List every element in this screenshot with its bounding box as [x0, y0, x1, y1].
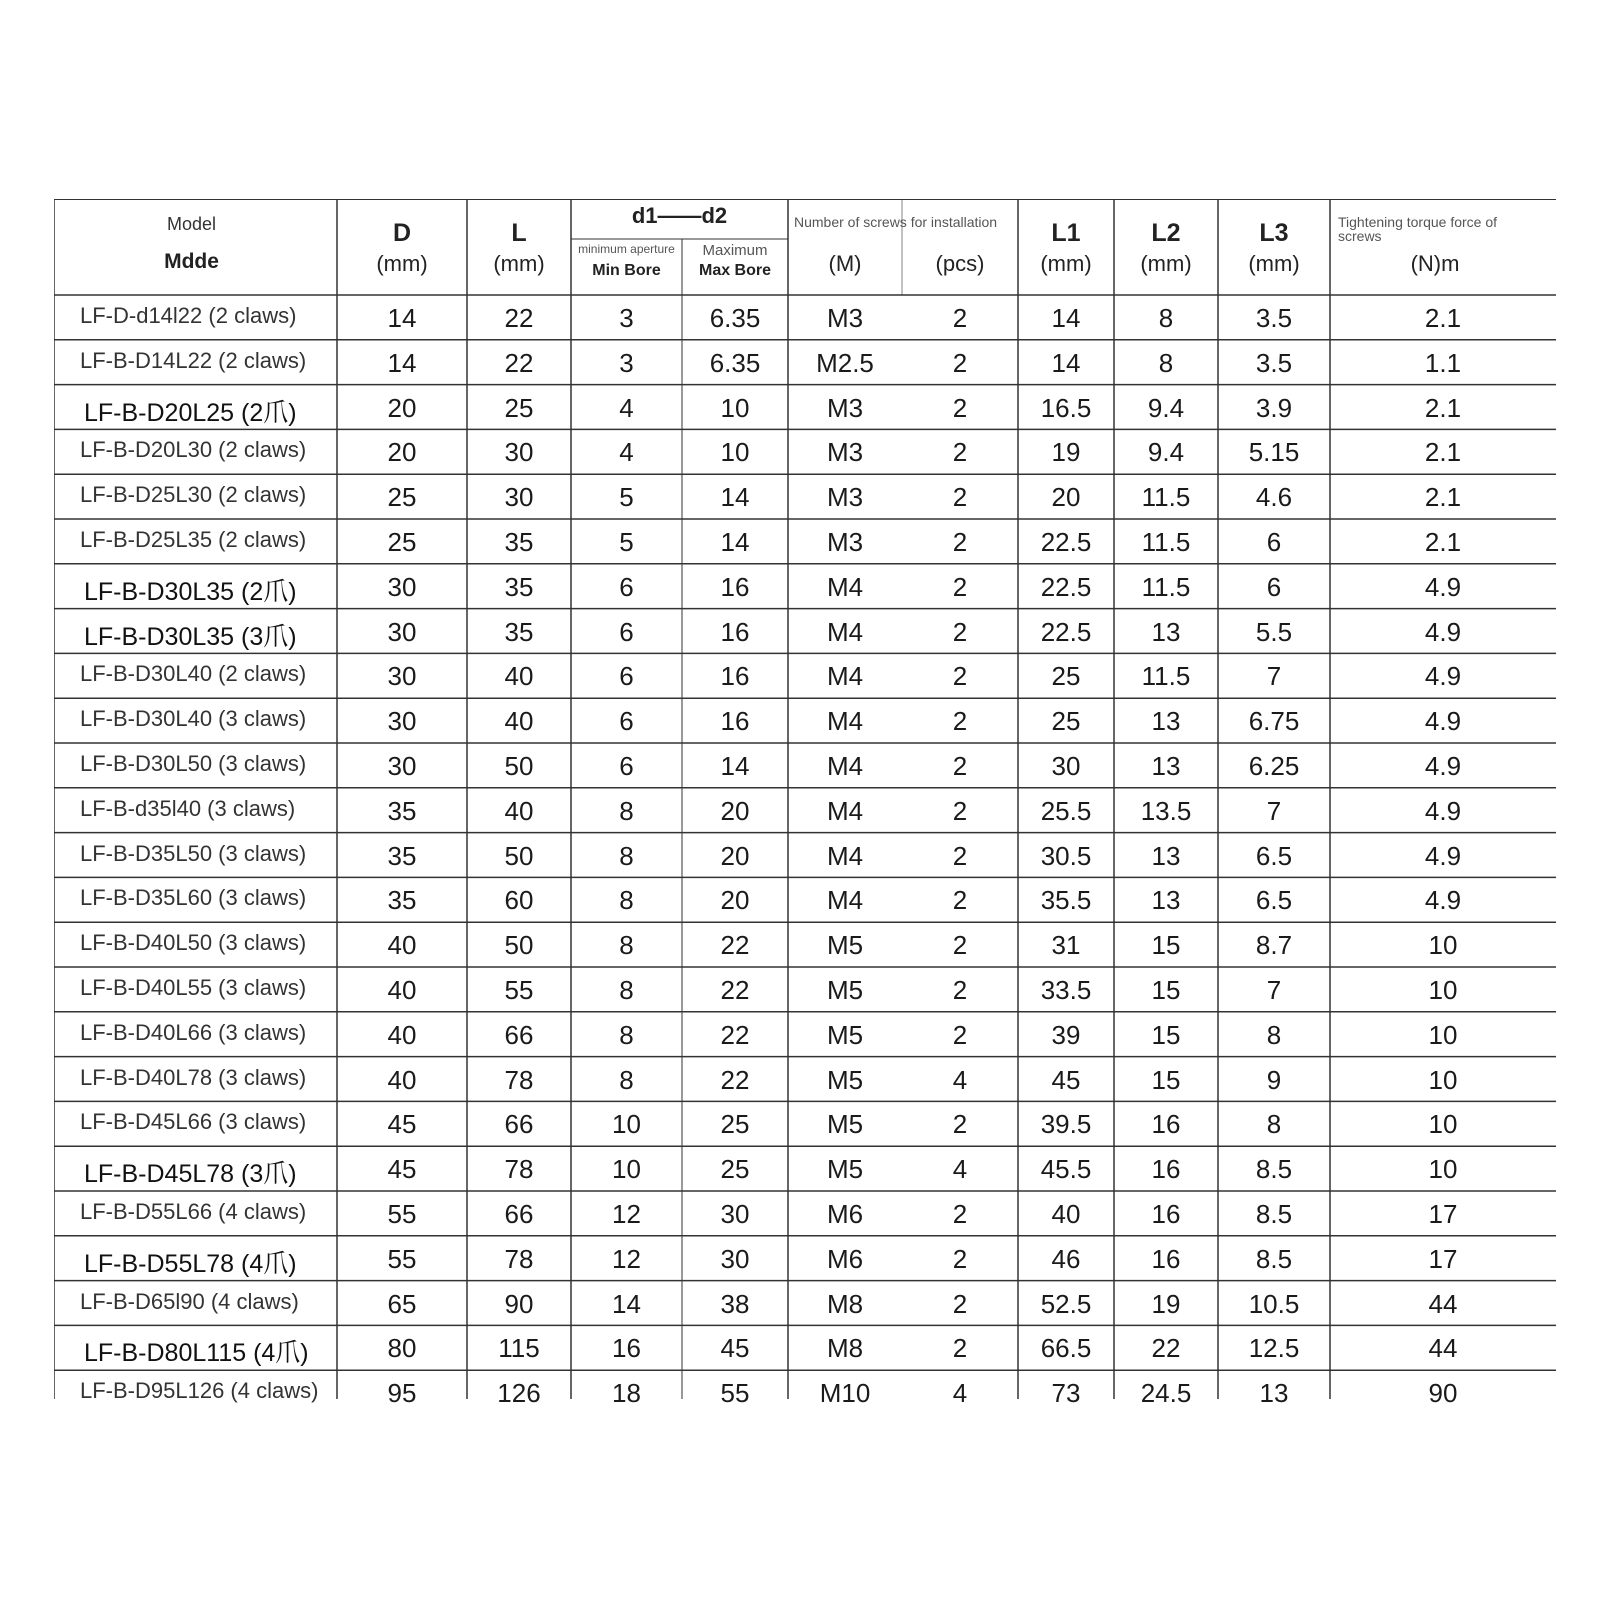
- cell-model: LF-B-D20L30 (2 claws): [80, 437, 307, 463]
- cell-l2: 15: [1151, 975, 1181, 1005]
- cell-l: 25: [504, 392, 534, 423]
- cell-screw-count: 2: [952, 1243, 968, 1274]
- cell-screw-size: M4: [826, 840, 864, 871]
- cell-l2: 15: [1151, 930, 1181, 961]
- cell-torque: 2.1: [1424, 303, 1462, 333]
- cell-screw-size: M6: [826, 1243, 864, 1274]
- cell-screw-count: 2: [952, 661, 968, 692]
- cell-torque: 10: [1428, 1019, 1458, 1050]
- header-min-top: minimum aperture: [578, 242, 675, 256]
- cell-min-bore: 8: [619, 1019, 634, 1050]
- cell-screw-count: 2: [952, 347, 968, 378]
- cell-min-bore: 8: [619, 840, 634, 871]
- cell-min-bore: 3: [619, 303, 634, 333]
- cell-screw-count: 2: [952, 930, 968, 961]
- cell-l: 40: [504, 795, 534, 826]
- cell-max-bore: 14: [720, 482, 750, 513]
- cell-d: 35: [387, 885, 417, 916]
- cell-model: LF-B-D55L78 (4爪): [84, 1249, 297, 1278]
- cell-model: LF-B-D65l90 (4 claws): [80, 1288, 299, 1314]
- cell-l3: 6.5: [1255, 840, 1293, 871]
- cell-l3: 10.5: [1248, 1288, 1300, 1319]
- cell-model: LF-B-D40L55 (3 claws): [80, 975, 307, 1000]
- header-d: D: [392, 219, 412, 247]
- cell-l3: 3.5: [1255, 347, 1293, 378]
- cell-torque: 44: [1428, 1333, 1458, 1364]
- cell-l1: 14: [1051, 303, 1081, 333]
- cell-min-bore: 5: [619, 527, 634, 557]
- cell-l3: 12.5: [1248, 1333, 1300, 1364]
- cell-max-bore: 16: [720, 571, 750, 602]
- cell-l2: 13: [1151, 706, 1181, 737]
- cell-l3: 7: [1266, 661, 1282, 692]
- cell-d: 14: [387, 347, 417, 378]
- cell-screw-count: 2: [952, 571, 968, 602]
- cell-d: 55: [387, 1243, 417, 1274]
- cell-max-bore: 22: [720, 975, 750, 1005]
- cell-d: 30: [387, 751, 417, 781]
- cell-screw-count: 2: [952, 303, 968, 333]
- cell-screw-size: M3: [826, 482, 864, 513]
- cell-l1: 19: [1051, 437, 1081, 468]
- cell-l3: 8: [1266, 1019, 1282, 1050]
- cell-l: 78: [504, 1154, 534, 1185]
- cell-screw-size: M4: [826, 616, 864, 647]
- cell-l: 40: [504, 661, 534, 692]
- header-l2: L2: [1151, 219, 1181, 247]
- cell-max-bore: 20: [720, 885, 750, 916]
- cell-l2: 22: [1151, 1333, 1181, 1364]
- cell-torque: 4.9: [1424, 571, 1462, 602]
- cell-screw-size: M3: [826, 392, 864, 423]
- header-model-sub: Mdde: [164, 250, 219, 273]
- cell-d: 25: [387, 527, 417, 557]
- cell-l1: 16.5: [1040, 392, 1092, 423]
- cell-screw-size: M8: [826, 1333, 864, 1364]
- cell-torque: 1.1: [1424, 347, 1462, 378]
- cell-min-bore: 12: [612, 1243, 641, 1274]
- header-torque: Tightening torque force of screws: [1338, 214, 1498, 244]
- cell-d: 40: [387, 1064, 417, 1095]
- cell-model: LF-B-D40L78 (3 claws): [80, 1064, 307, 1090]
- cell-l2: 11.5: [1141, 661, 1191, 692]
- cell-d: 40: [387, 1019, 417, 1050]
- cell-screw-count: 2: [952, 437, 968, 468]
- cell-torque: 4.9: [1424, 795, 1462, 826]
- cell-model: LF-B-D14L22 (2 claws): [80, 347, 307, 373]
- cell-l3: 6.25: [1248, 751, 1300, 781]
- cell-screw-size: M4: [826, 571, 864, 602]
- cell-min-bore: 10: [612, 1109, 641, 1140]
- cell-l1: 46: [1051, 1243, 1081, 1274]
- cell-l1: 22.5: [1040, 571, 1092, 602]
- cell-l1: 25.5: [1040, 795, 1092, 826]
- cell-max-bore: 6.35: [709, 347, 761, 378]
- cell-l1: 40: [1051, 1199, 1081, 1229]
- cell-d: 25: [387, 482, 417, 513]
- cell-min-bore: 12: [612, 1199, 641, 1229]
- cell-screw-size: M10: [819, 1378, 871, 1409]
- cell-l2: 16: [1151, 1199, 1181, 1229]
- cell-screw-count: 4: [952, 1378, 968, 1409]
- cell-model: LF-B-D35L50 (3 claws): [80, 840, 307, 866]
- cell-l2: 16: [1151, 1109, 1181, 1140]
- cell-d: 80: [387, 1333, 417, 1364]
- cell-screw-size: M5: [826, 1019, 864, 1050]
- header-max-top: Maximum: [702, 242, 768, 259]
- cell-model: LF-B-D55L66 (4 claws): [80, 1199, 307, 1224]
- cell-d: 95: [387, 1378, 417, 1409]
- cell-model: LF-D-d14l22 (2 claws): [80, 303, 297, 328]
- cell-model: LF-B-D25L30 (2 claws): [80, 482, 307, 508]
- cell-screw-count: 2: [952, 527, 968, 557]
- cell-max-bore: 22: [720, 1019, 750, 1050]
- cell-max-bore: 30: [720, 1243, 750, 1274]
- cell-max-bore: 16: [720, 706, 750, 737]
- cell-l3: 8.5: [1255, 1199, 1293, 1229]
- cell-screw-size: M3: [826, 437, 864, 468]
- cell-screw-count: 2: [952, 706, 968, 737]
- cell-d: 45: [387, 1154, 417, 1185]
- cell-l1: 52.5: [1040, 1288, 1092, 1319]
- cell-max-bore: 16: [720, 616, 750, 647]
- cell-l: 35: [504, 527, 534, 557]
- cell-d: 30: [387, 616, 417, 647]
- cell-min-bore: 6: [619, 616, 634, 647]
- cell-l3: 6: [1266, 571, 1282, 602]
- cell-l1: 39.5: [1040, 1109, 1092, 1140]
- cell-screw-count: 2: [952, 1109, 968, 1140]
- cell-l1: 22.5: [1040, 616, 1092, 647]
- cell-screw-count: 2: [952, 751, 968, 781]
- cell-l2: 8: [1158, 347, 1174, 378]
- cell-l2: 16: [1151, 1243, 1181, 1274]
- cell-l3: 3.9: [1255, 392, 1293, 423]
- cell-l3: 7: [1266, 975, 1282, 1005]
- cell-max-bore: 6.35: [709, 303, 761, 333]
- header-l: L: [511, 219, 527, 247]
- cell-screw-count: 4: [952, 1154, 968, 1185]
- cell-l2: 15: [1151, 1064, 1181, 1095]
- header-d1d2: d1——d2: [631, 203, 728, 228]
- cell-l3: 8.7: [1255, 930, 1293, 961]
- cell-screw-size: M8: [826, 1288, 864, 1319]
- header-d-unit: (mm): [376, 251, 428, 276]
- cell-screw-count: 2: [952, 1019, 968, 1050]
- cell-min-bore: 5: [619, 482, 634, 513]
- cell-min-bore: 3: [619, 347, 634, 378]
- cell-max-bore: 38: [720, 1288, 750, 1319]
- cell-l1: 30: [1051, 751, 1081, 781]
- cell-min-bore: 6: [619, 751, 634, 781]
- cell-torque: 4.9: [1424, 885, 1462, 916]
- cell-model: LF-B-D45L78 (3爪): [84, 1160, 297, 1189]
- cell-screw-count: 2: [952, 1288, 968, 1319]
- header-l3: L3: [1259, 219, 1289, 247]
- cell-l3: 8.5: [1255, 1243, 1293, 1274]
- cell-l2: 15: [1151, 1019, 1181, 1050]
- cell-l3: 6.75: [1248, 706, 1300, 737]
- cell-l2: 16: [1151, 1154, 1181, 1185]
- cell-torque: 10: [1428, 1154, 1458, 1185]
- cell-l: 78: [504, 1064, 534, 1095]
- cell-screw-count: 2: [952, 975, 968, 1005]
- cell-torque: 44: [1428, 1288, 1458, 1319]
- header-l3-unit: (mm): [1248, 251, 1300, 276]
- cell-model: LF-B-D40L66 (3 claws): [80, 1019, 307, 1045]
- cell-max-bore: 16: [720, 661, 750, 692]
- cell-l: 90: [504, 1288, 534, 1319]
- cell-max-bore: 22: [720, 930, 750, 961]
- cell-model: LF-B-D30L35 (2爪): [84, 577, 297, 606]
- cell-screw-size: M4: [826, 751, 864, 781]
- cell-min-bore: 8: [619, 1064, 634, 1095]
- cell-l3: 5.5: [1255, 616, 1293, 647]
- cell-screw-size: M5: [826, 1064, 864, 1095]
- cell-l: 66: [504, 1199, 534, 1229]
- cell-max-bore: 10: [720, 392, 750, 423]
- cell-l1: 25: [1051, 706, 1081, 737]
- cell-d: 65: [387, 1288, 417, 1319]
- cell-model: LF-B-D30L40 (3 claws): [80, 706, 307, 732]
- cell-torque: 10: [1428, 930, 1458, 961]
- cell-torque: 10: [1428, 975, 1458, 1005]
- cell-model: LF-B-D30L50 (3 claws): [80, 751, 307, 776]
- cell-l2: 24.5: [1140, 1378, 1192, 1409]
- cell-d: 55: [387, 1199, 417, 1229]
- cell-l: 60: [504, 885, 534, 916]
- cell-min-bore: 18: [612, 1378, 641, 1409]
- cell-torque: 4.9: [1424, 616, 1462, 647]
- cell-screw-size: M4: [826, 661, 864, 692]
- cell-min-bore: 4: [619, 392, 634, 423]
- cell-l2: 13.5: [1140, 795, 1192, 826]
- cell-l: 55: [504, 975, 534, 1005]
- cell-screw-count: 2: [952, 795, 968, 826]
- cell-model: LF-B-D20L25 (2爪): [84, 398, 297, 427]
- cell-torque: 10: [1428, 1064, 1458, 1095]
- cell-screw-count: 2: [952, 392, 968, 423]
- cell-l1: 39: [1051, 1019, 1081, 1050]
- cell-screw-size: M5: [826, 975, 864, 1005]
- header-torque-unit: (N)m: [1410, 251, 1460, 276]
- cell-torque: 4.9: [1424, 751, 1462, 781]
- cell-torque: 2.1: [1424, 437, 1462, 468]
- cell-l: 30: [504, 437, 534, 468]
- cell-l2: 13: [1151, 751, 1181, 781]
- cell-min-bore: 8: [619, 885, 634, 916]
- cell-torque: 4.9: [1424, 840, 1462, 871]
- cell-d: 35: [387, 840, 417, 871]
- header-l1-unit: (mm): [1040, 251, 1092, 276]
- cell-l1: 35.5: [1040, 885, 1092, 916]
- cell-min-bore: 8: [619, 975, 634, 1005]
- cell-screw-size: M3: [826, 527, 864, 557]
- cell-min-bore: 8: [619, 795, 634, 826]
- cell-l: 50: [504, 751, 534, 781]
- cell-screw-count: 2: [952, 885, 968, 916]
- cell-l3: 9: [1266, 1064, 1282, 1095]
- cell-l1: 45: [1051, 1064, 1081, 1095]
- cell-min-bore: 4: [619, 437, 634, 468]
- cell-l3: 5.15: [1248, 437, 1300, 468]
- cell-l2: 13: [1151, 840, 1181, 871]
- cell-torque: 4.9: [1424, 661, 1462, 692]
- cell-torque: 17: [1428, 1199, 1458, 1229]
- cell-screw-size: M4: [826, 706, 864, 737]
- cell-l: 50: [504, 840, 534, 871]
- cell-screw-size: M2.5: [816, 347, 874, 378]
- cell-max-bore: 55: [720, 1378, 750, 1409]
- cell-d: 30: [387, 661, 417, 692]
- cell-max-bore: 14: [720, 527, 750, 557]
- cell-max-bore: 10: [720, 437, 750, 468]
- cell-l2: 9.4: [1147, 392, 1185, 423]
- cell-max-bore: 30: [720, 1199, 750, 1229]
- cell-max-bore: 25: [720, 1154, 750, 1185]
- cell-d: 30: [387, 706, 417, 737]
- cell-min-bore: 16: [612, 1333, 641, 1364]
- cell-model: LF-B-D80L115 (4爪): [84, 1339, 309, 1368]
- cell-min-bore: 10: [612, 1154, 641, 1185]
- cell-l: 35: [504, 616, 534, 647]
- cell-l1: 20: [1051, 482, 1081, 513]
- cell-d: 20: [387, 437, 417, 468]
- header-pcs-unit: (pcs): [935, 251, 985, 276]
- cell-l2: 13: [1151, 885, 1181, 916]
- cell-model: LF-B-D30L35 (3爪): [84, 622, 297, 651]
- cell-l3: 4.6: [1255, 482, 1293, 513]
- header-l1: L1: [1051, 219, 1081, 247]
- cell-l: 22: [504, 303, 534, 333]
- cell-model: LF-B-D35L60 (3 claws): [80, 885, 307, 911]
- cell-l3: 7: [1266, 795, 1282, 826]
- cell-l3: 13: [1259, 1378, 1289, 1409]
- cell-l1: 31: [1051, 930, 1081, 961]
- cell-l: 50: [504, 930, 534, 961]
- cell-l1: 30.5: [1040, 840, 1092, 871]
- cell-max-bore: 22: [720, 1064, 750, 1095]
- header-screws: Number of screws for installation: [794, 214, 998, 230]
- cell-l1: 22.5: [1040, 527, 1092, 557]
- cell-l2: 19: [1151, 1288, 1181, 1319]
- cell-screw-size: M6: [826, 1199, 864, 1229]
- header-l-unit: (mm): [493, 251, 545, 276]
- cell-min-bore: 8: [619, 930, 634, 961]
- cell-l2: 13: [1151, 616, 1181, 647]
- cell-model: LF-B-D30L40 (2 claws): [80, 661, 307, 687]
- cell-d: 14: [387, 303, 417, 333]
- cell-l3: 3.5: [1255, 303, 1293, 333]
- cell-max-bore: 14: [720, 751, 750, 781]
- cell-min-bore: 6: [619, 706, 634, 737]
- cell-model: LF-B-D95L126 (4 claws): [80, 1378, 319, 1404]
- cell-screw-count: 4: [952, 1064, 968, 1095]
- cell-l2: 11.5: [1141, 571, 1191, 602]
- cell-torque: 2.1: [1424, 527, 1462, 557]
- cell-torque: 90: [1428, 1378, 1458, 1409]
- cell-l3: 8.5: [1255, 1154, 1293, 1185]
- header-model: Model: [166, 214, 217, 234]
- cell-l2: 11.5: [1141, 527, 1191, 557]
- cell-max-bore: 45: [720, 1333, 750, 1364]
- cell-max-bore: 25: [720, 1109, 750, 1140]
- cell-screw-size: M5: [826, 1154, 864, 1185]
- cell-screw-count: 2: [952, 1333, 968, 1364]
- cell-screw-size: M5: [826, 930, 864, 961]
- cell-d: 35: [387, 795, 417, 826]
- cell-screw-size: M5: [826, 1109, 864, 1140]
- cell-torque: 2.1: [1424, 482, 1462, 513]
- header-min-bore: Min Bore: [592, 262, 661, 279]
- cell-torque: 2.1: [1424, 392, 1462, 423]
- cell-l1: 14: [1051, 347, 1081, 378]
- cell-torque: 4.9: [1424, 706, 1462, 737]
- cell-screw-count: 2: [952, 1199, 968, 1229]
- cell-model: LF-B-D45L66 (3 claws): [80, 1109, 307, 1135]
- cell-d: 20: [387, 392, 417, 423]
- cell-min-bore: 14: [612, 1288, 641, 1319]
- cell-min-bore: 6: [619, 571, 634, 602]
- header-m-unit: (M): [828, 251, 862, 276]
- cell-d: 45: [387, 1109, 417, 1140]
- cell-screw-size: M3: [826, 303, 864, 333]
- cell-l1: 45.5: [1040, 1154, 1092, 1185]
- cell-l2: 9.4: [1147, 437, 1185, 468]
- cell-l1: 25: [1051, 661, 1081, 692]
- cell-l3: 6.5: [1255, 885, 1293, 916]
- cell-screw-size: M4: [826, 885, 864, 916]
- cell-model: LF-B-D25L35 (2 claws): [80, 527, 307, 552]
- cell-l1: 73: [1051, 1378, 1081, 1409]
- cell-screw-size: M4: [826, 795, 864, 826]
- cell-l: 35: [504, 571, 534, 602]
- cell-l: 22: [504, 347, 534, 378]
- cell-screw-count: 2: [952, 840, 968, 871]
- cell-screw-count: 2: [952, 616, 968, 647]
- cell-model: LF-B-D40L50 (3 claws): [80, 930, 307, 956]
- cell-screw-count: 2: [952, 482, 968, 513]
- header-l2-unit: (mm): [1140, 251, 1192, 276]
- cell-d: 30: [387, 571, 417, 602]
- cell-min-bore: 6: [619, 661, 634, 692]
- cell-l3: 6: [1266, 527, 1282, 557]
- cell-l: 126: [497, 1378, 541, 1409]
- cell-model: LF-B-d35l40 (3 claws): [80, 795, 296, 821]
- cell-l1: 33.5: [1040, 975, 1092, 1005]
- cell-l2: 8: [1158, 303, 1174, 333]
- cell-l: 66: [504, 1019, 534, 1050]
- cell-torque: 17: [1428, 1243, 1458, 1274]
- cell-l3: 8: [1266, 1109, 1282, 1140]
- cell-l: 78: [504, 1243, 534, 1274]
- cell-l: 30: [504, 482, 534, 513]
- cell-l2: 11.5: [1141, 482, 1191, 513]
- cell-d: 40: [387, 975, 417, 1005]
- cell-max-bore: 20: [720, 840, 750, 871]
- cell-d: 40: [387, 930, 417, 961]
- cell-max-bore: 20: [720, 795, 750, 826]
- cell-l: 115: [498, 1333, 540, 1364]
- cell-l: 66: [504, 1109, 534, 1140]
- header-max-bore: Max Bore: [698, 262, 772, 279]
- cell-l: 40: [504, 706, 534, 737]
- cell-l1: 66.5: [1040, 1333, 1092, 1364]
- cell-torque: 10: [1428, 1109, 1458, 1140]
